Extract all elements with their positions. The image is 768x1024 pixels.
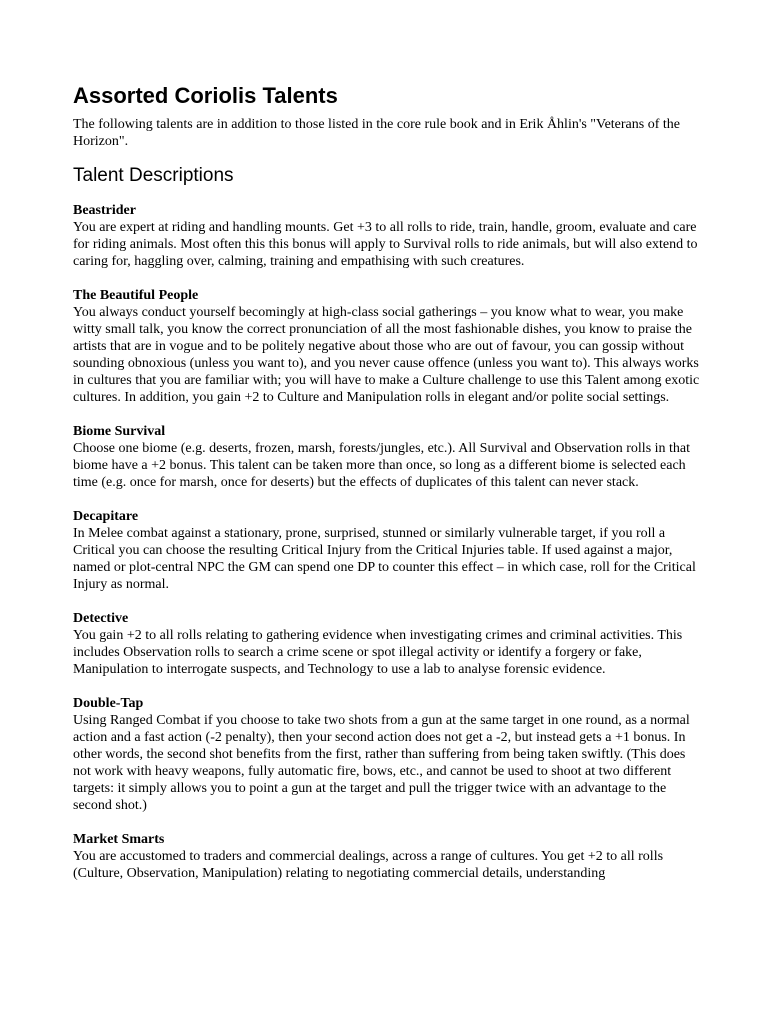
talent-name: Decapitare xyxy=(73,509,139,524)
intro-paragraph: The following talents are in addition to those listed in the core rule book and in Erik Åhlin's "Veterans of the Horizon". xyxy=(73,117,680,149)
talent-name: Biome Survival xyxy=(73,424,166,439)
document-page xyxy=(73,82,703,899)
talent-description: Choose one biome (e.g. deserts, frozen, marsh, forests/jungles, etc.). All Survival and Observation rolls in that biome have a +2 bonus. This talent can be taken more than once, so long as a different biome is selected each time (e.g. once for marsh, once for deserts) but the effects of duplicates of this talent can never stack. xyxy=(73,441,691,490)
talent-description: You are expert at riding and handling mounts. Get +3 to all rolls to ride, train, handle, groom, evaluate and care for riding animals. Most often this this bonus will apply to Survival rolls to ride animals, but will also extend to caring for, haggling over, calming, training and empathising with such creatures. xyxy=(73,220,698,269)
talent-name: Beastrider xyxy=(73,203,136,218)
talent-description: Using Ranged Combat if you choose to take two shots from a gun at the same target in one round, as a normal action and a fast action (-2 penalty), then your second action does not get a -2, but instead gets a +1 bonus. In other words, the second shot benefits from the first, rather than suffering from being taken swiftly. (This does not work with heavy weapons, fully automatic fire, bows, etc., and cannot be used to shoot at two different targets: it simply allows you to point a gun at the target and pull the trigger twice with an advantage to the second shot.) xyxy=(73,713,690,813)
talent-beastrider xyxy=(73,202,703,270)
talent-biome-survival xyxy=(73,423,703,491)
talent-market-smarts xyxy=(73,831,703,882)
talent-description: You gain +2 to all rolls relating to gathering evidence when investigating crimes and criminal activities. This includes Observation rolls to search a crime scene or spot illegal activity or identify a forgery or fake, Manipulation to interrogate suspects, and Technology to use a lab to analyse forensic evidence. xyxy=(73,628,683,677)
talent-description: In Melee combat against a stationary, prone, surprised, stunned or similarly vulnerable target, if you roll a Critical you can choose the resulting Critical Injury from the Critical Injuries table. If used against a major, named or plot-central NPC the GM can spend one DP to counter this effect – in which case, roll for the Critical Injury as normal. xyxy=(73,526,696,592)
talent-detective xyxy=(73,610,703,678)
talent-the-beautiful-people xyxy=(73,287,703,406)
talent-name: Market Smarts xyxy=(73,832,165,847)
talent-name: Detective xyxy=(73,611,129,626)
talent-name: The Beautiful People xyxy=(73,288,199,303)
document-title: Assorted Coriolis Talents xyxy=(73,83,338,108)
talent-description: You always conduct yourself becomingly at high-class social gatherings – you know what to wear, you make witty small talk, you know the correct pronunciation of all the most fashionable dishes, you know to praise the artists that are in vogue and to be politely negative about those who are out of favour, you can gossip without sounding obnoxious (unless you want to), and you never cause offence (unless you want to). This always works in cultures that you are familiar with; you will have to make a Culture challenge to use this Talent among exotic cultures. In addition, you gain +2 to Culture and Manipulation rolls in elegant and/or polite social settings. xyxy=(73,305,700,405)
talent-description: You are accustomed to traders and commercial dealings, across a range of cultures. You get +2 to all rolls (Culture, Observation, Manipulation) relating to negotiating commercial details, understanding xyxy=(73,849,664,881)
talent-name: Double-Tap xyxy=(73,696,144,711)
talent-double-tap xyxy=(73,695,703,814)
section-heading: Talent Descriptions xyxy=(73,165,234,186)
talent-decapitare xyxy=(73,508,703,593)
